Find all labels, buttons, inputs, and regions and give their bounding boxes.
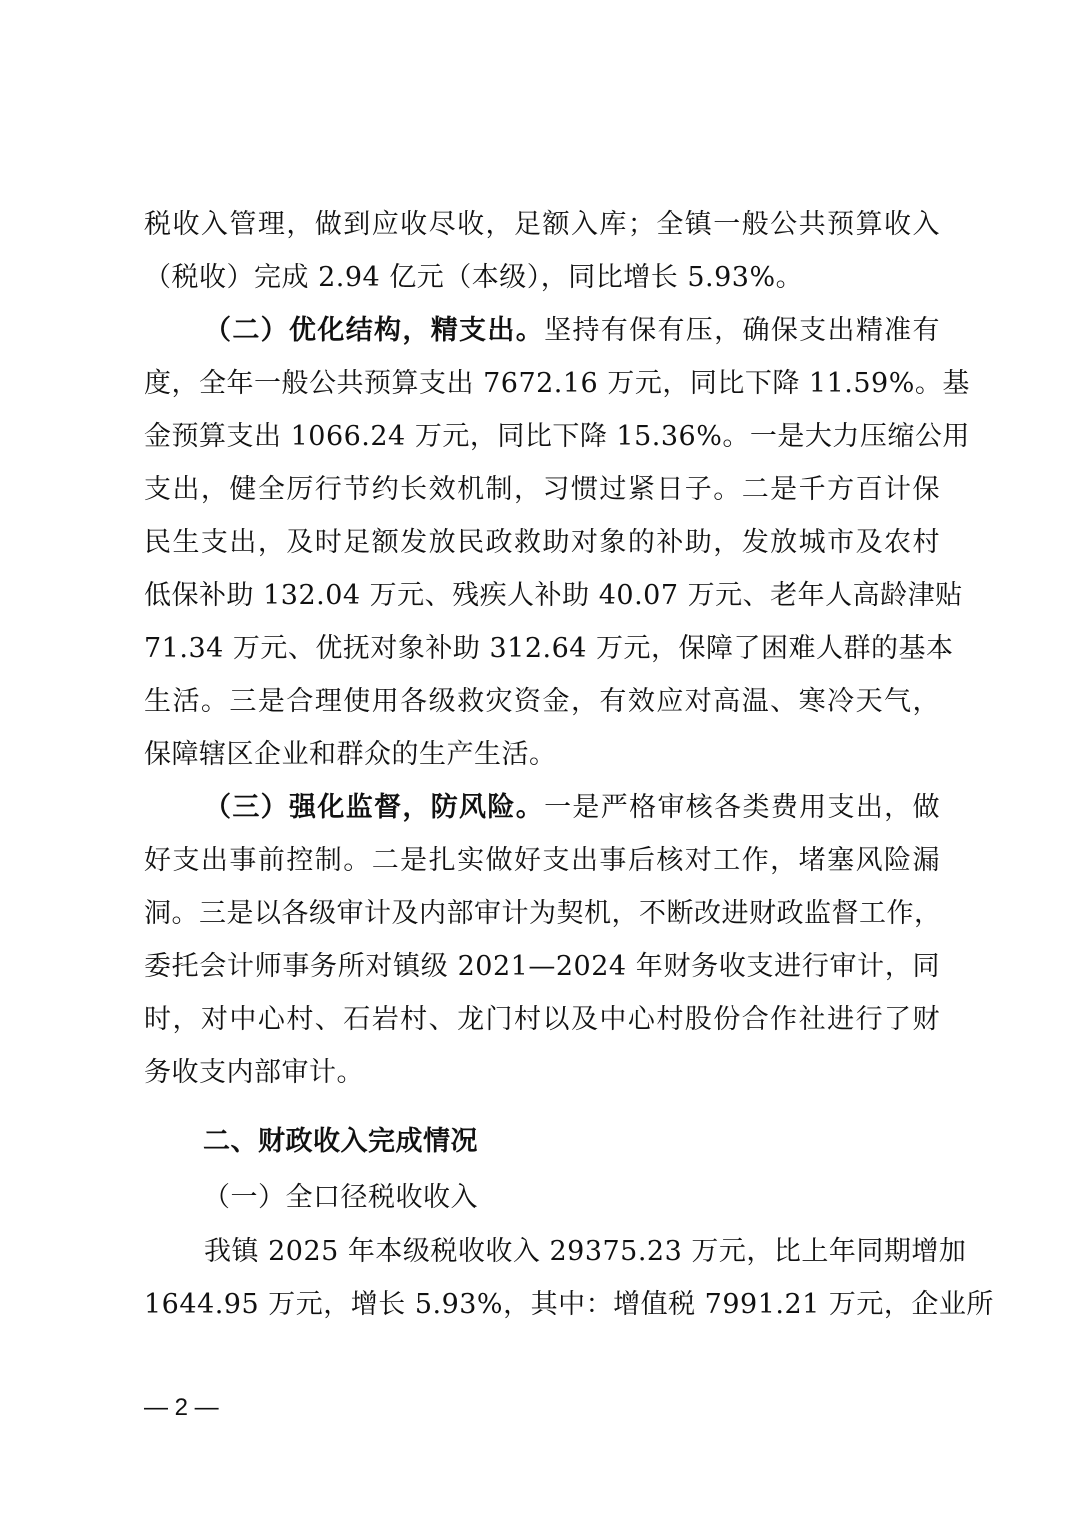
body-line-13: 委托会计师事务所对镇级 2021—2024 年财务收支进行审计，同 xyxy=(144,951,940,982)
body-line-4: 金预算支出 1066.24 万元，同比下降 15.36%。一是大力压缩公用 xyxy=(144,421,970,452)
paragraph-2-title: （二）优化结构，精支出。 xyxy=(204,315,545,346)
body-line-15: 务收支内部审计。 xyxy=(144,1057,364,1088)
body-line-2: （税收）完成 2.94 亿元（本级），同比增长 5.93%。 xyxy=(144,262,804,293)
body-line-8: 71.34 万元、优抚对象补助 312.64 万元，保障了困难人群的基本 xyxy=(144,633,954,664)
body-line-1: 税收入管理，做到应收尽收，足额入库；全镇一般公共预算收入 xyxy=(144,209,940,240)
body-line-7: 低保补助 132.04 万元、残疾人补助 40.07 万元、老年人高龄津贴 xyxy=(144,580,963,611)
paragraph-2-lead: 坚持有保有压，确保支出精准有 xyxy=(544,315,941,346)
body-line-11: 好支出事前控制。二是扎实做好支出事后核对工作，堵塞风险漏 xyxy=(144,845,940,876)
body-line-6: 民生支出，及时足额发放民政救助对象的补助，发放城市及农村 xyxy=(144,527,940,558)
paragraph-3-lead: 一是严格审核各类费用支出，做 xyxy=(544,792,941,823)
body-line-5: 支出，健全厉行节约长效机制，习惯过紧日子。二是千方百计保 xyxy=(144,474,940,505)
page-number: — 2 — xyxy=(144,1394,219,1421)
body-line-12: 洞。三是以各级审计及内部审计为契机，不断改进财政监督工作， xyxy=(144,898,942,929)
body-line-3: 度，全年一般公共预算支出 7672.16 万元，同比下降 11.59%。基 xyxy=(144,368,970,399)
section-heading: 二、财政收入完成情况 xyxy=(203,1126,478,1157)
body-line-10: 保障辖区企业和群众的生产生活。 xyxy=(144,739,557,770)
paragraph-2-first-line xyxy=(144,311,940,351)
paragraph-3-first-line xyxy=(144,788,940,828)
body-line-9: 生活。三是合理使用各级救灾资金，有效应对高温、寒冷天气， xyxy=(144,686,940,717)
paragraph-4-first-line: 我镇 2025 年本级税收收入 29375.23 万元，比上年同期增加 xyxy=(204,1236,967,1267)
body-line-14: 时，对中心村、石岩村、龙门村以及中心村股份合作社进行了财 xyxy=(144,1004,940,1035)
subsection-heading: （一）全口径税收收入 xyxy=(203,1182,478,1213)
paragraph-3-title: （三）强化监督，防风险。 xyxy=(204,792,545,823)
body-line-16: 1644.95 万元，增长 5.93%，其中：增值税 7991.21 万元，企业所 xyxy=(144,1289,994,1320)
